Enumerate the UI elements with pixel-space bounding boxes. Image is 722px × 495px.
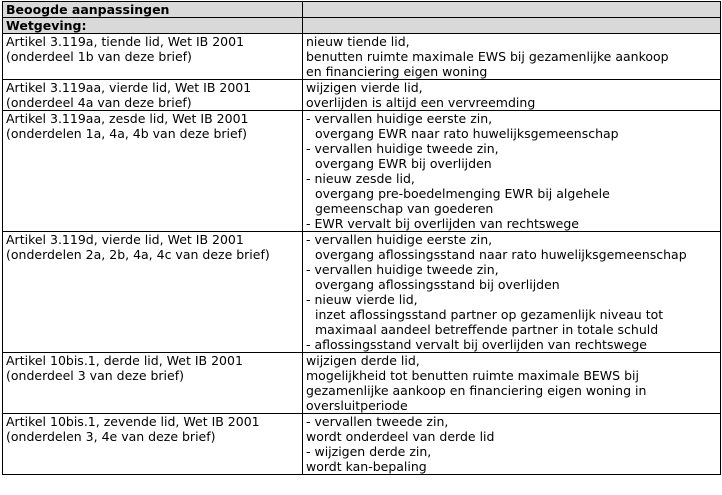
change-description-line: - vervallen huidige eerste zin, [306,111,493,126]
change-cell [303,34,721,80]
change-cell [303,80,721,111]
article-reference: Artikel 3.119aa, vierde lid, Wet IB 2001 [6,80,252,95]
change-description-line: overgang aflossingsstand naar rato huwelijksgemeenschap [315,247,687,262]
article-cell [3,80,303,111]
change-description-line: overgang EWR naar rato huwelijksgemeenschap [315,126,619,141]
change-description-line: wordt onderdeel van derde lid [306,429,495,444]
letter-reference: (onderdeel 1b van deze brief) [6,49,192,64]
change-description-line: overgang EWR bij overlijden [315,156,492,171]
article-cell [3,111,303,232]
change-description-line: wijzigen vierde lid, [306,80,423,95]
header-row-section [3,18,721,34]
change-description-line: oversluitperiode [306,398,408,413]
change-description-line: benutten ruimte maximale EWS bij gezamenlijke aankoop [306,49,669,64]
change-description-line: - EWR vervalt bij overlijden van rechtswege [306,216,579,231]
letter-reference: (onderdeel 4a van deze brief) [6,95,192,110]
section-heading: Wetgeving: [6,18,87,33]
change-cell [303,111,721,232]
change-description-line: nieuw tiende lid, [306,34,410,49]
header-section-cell [3,18,303,34]
article-reference: Artikel 10bis.1, zevende lid, Wet IB 2001 [6,414,260,429]
table-row [3,353,721,414]
change-description-line: - vervallen huidige eerste zin, [306,232,493,247]
change-description-line: - vervallen tweede zin, [306,414,449,429]
article-reference: Artikel 3.119aa, zesde lid, Wet IB 2001 [6,111,249,126]
change-description-line: - vervallen huidige tweede zin, [306,262,499,277]
article-cell [3,232,303,353]
change-cell [303,232,721,353]
article-reference: Artikel 3.119a, tiende lid, Wet IB 2001 [6,34,245,49]
change-description-line: mogelijkheid tot benutten ruimte maximale BEWS bij [306,368,639,383]
table-row [3,111,721,232]
header-section-empty-cell [303,18,721,34]
change-description-line: overlijden is altijd een vervreemding [306,95,536,110]
change-description-line: overgang pre-boedelmenging EWR bij algehele [315,186,610,201]
change-description-line: - wijzigen derde zin, [306,444,432,459]
change-description-line: wijzigen derde lid, [306,353,420,368]
table-title: Beoogde aanpassingen [6,2,170,17]
change-description-line: wordt kan-bepaling [306,459,427,474]
change-description-line: maximaal aandeel betreffende partner in totale schuld [315,322,659,337]
change-cell [303,353,721,414]
table-row [3,34,721,80]
table-body [3,2,721,475]
table-row [3,80,721,111]
change-description-line: - nieuw zesde lid, [306,171,415,186]
letter-reference: (onderdelen 2a, 2b, 4a, 4c van deze brief) [6,247,270,262]
letter-reference: (onderdelen 3, 4e van deze brief) [6,429,216,444]
change-description-line: overgang aflossingsstand bij overlijden [315,277,560,292]
change-description-line: gezamenlijke aankoop en financiering eigen woning in [306,383,647,398]
header-row-title [3,2,721,18]
letter-reference: (onderdeel 3 van deze brief) [6,368,184,383]
article-cell [3,34,303,80]
change-description-line: - vervallen huidige tweede zin, [306,141,499,156]
header-title-empty-cell [303,2,721,18]
change-description-line: en financiering eigen woning [306,64,488,79]
change-description-line: - aflossingsstand vervalt bij overlijden van rechtswege [306,337,647,352]
legislation-table [2,1,721,475]
table-row [3,414,721,475]
letter-reference: (onderdelen 1a, 4a, 4b van deze brief) [6,126,247,141]
article-cell [3,414,303,475]
change-cell [303,414,721,475]
article-reference: Artikel 3.119d, vierde lid, Wet IB 2001 [6,232,244,247]
change-description-line: inzet aflossingsstand partner op gezamenlijk niveau tot [315,307,664,322]
table-row [3,232,721,353]
change-description-line: - nieuw vierde lid, [306,292,418,307]
article-reference: Artikel 10bis.1, derde lid, Wet IB 2001 [6,353,243,368]
change-description-line: gemeenschap van goederen [315,201,494,216]
header-title-cell [3,2,303,18]
article-cell [3,353,303,414]
